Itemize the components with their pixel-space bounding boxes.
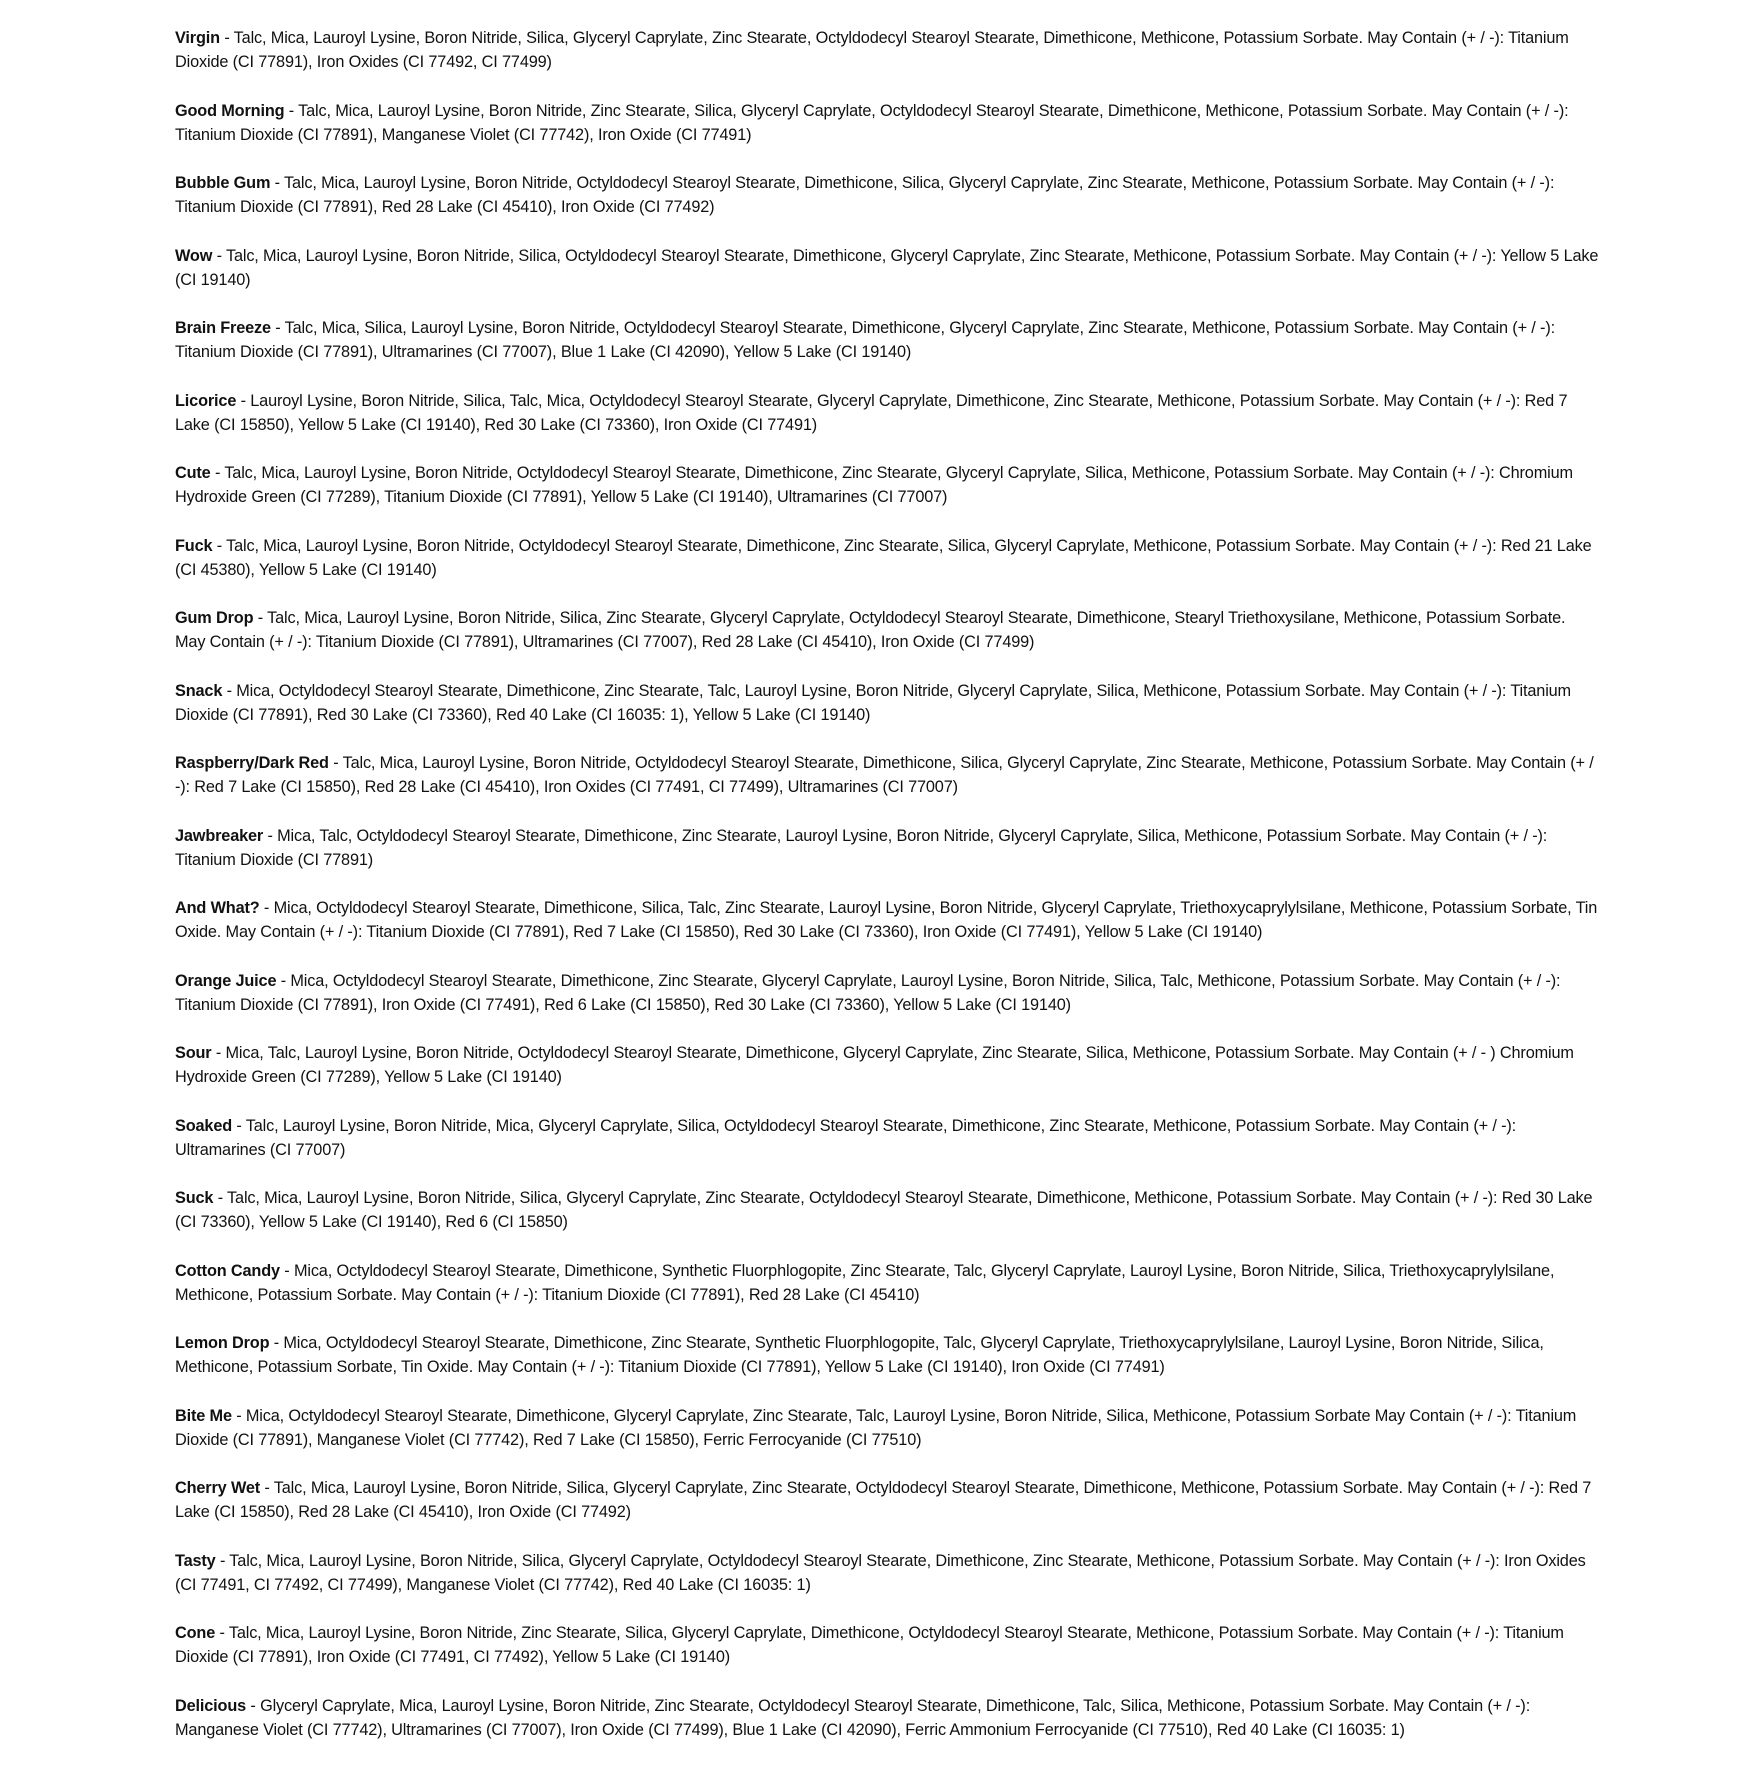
ingredient-list: - Mica, Talc, Octyldodecyl Stearoyl Stearate, Dimethicone, Zinc Stearate, Lauroyl Lysine, Boron Nitride, Glyceryl Caprylate, Silica, Methicone, Potassium Sorbate. May Contain (+ / -): Titanium Dioxide (CI 77891) bbox=[175, 826, 1548, 869]
shade-name: And What? bbox=[175, 899, 260, 917]
ingredient-list: - Talc, Mica, Lauroyl Lysine, Boron Nitride, Silica, Glyceryl Caprylate, Zinc Stearate, Octyldodecyl Stearoyl Stearate, Dimethicone, Methicone, Potassium Sorbate. May Contain (+ / -): Red 30 Lake (CI 73360), Yellow 5 Lake (CI 19140), Red 6 (CI 15850) bbox=[175, 1189, 1593, 1231]
shade-name: Lemon Drop bbox=[175, 1334, 270, 1352]
shade-name: Delicious bbox=[175, 1696, 247, 1715]
entry-brain-freeze bbox=[175, 316, 1600, 389]
ingredient-list: - Talc, Mica, Lauroyl Lysine, Boron Nitride, Octyldodecyl Stearoyl Stearate, Dimethicone, Silica, Glyceryl Caprylate, Zinc Stearate, Methicone, Potassium Sorbate. May Contain (+ / -): Red 7 Lake (CI 15850), Red 28 Lake (CI 45410), Iron Oxides (CI 77491, CI 77499), Ultramarines (CI 77007) bbox=[175, 754, 1594, 796]
ingredient-list: - Glyceryl Caprylate, Mica, Lauroyl Lysine, Boron Nitride, Zinc Stearate, Octyldodecyl Stearoyl Stearate, Dimethicone, Talc, Silica, Methicone, Potassium Sorbate. May Contain (+ / -): Manganese Violet (CI 77742), Ultramarines (CI 77007), Iron Oxide (CI 77499), Blue 1 Lake (CI 42090), Ferric Ammonium Ferrocyanide (CI 77510), Red 40 Lake (CI 16035: 1) bbox=[175, 1696, 1531, 1739]
ingredient-list: - Mica, Octyldodecyl Stearoyl Stearate, Dimethicone, Zinc Stearate, Glyceryl Caprylate, Lauroyl Lysine, Boron Nitride, Silica, Talc, Methicone, Potassium Sorbate. May Contain (+ / -): Titanium Dioxide (CI 77891), Iron Oxide (CI 77491), Red 6 Lake (CI 15850), Red 30 Lake (CI 73360), Yellow 5 Lake (CI 19140) bbox=[175, 971, 1561, 1014]
entry-paragraph bbox=[175, 461, 1600, 509]
entry-bite-me bbox=[175, 1404, 1600, 1477]
shade-name: Cone bbox=[175, 1624, 216, 1642]
ingredient-list: - Lauroyl Lysine, Boron Nitride, Silica, Talc, Mica, Octyldodecyl Stearoyl Stearate, Glyceryl Caprylate, Dimethicone, Zinc Stearate, Methicone, Potassium Sorbate. May Contain (+ / -): Red 7 Lake (CI 15850), Yellow 5 Lake (CI 19140), Red 30 Lake (CI 73360), Iron Oxide (CI 77491) bbox=[175, 391, 1568, 434]
shade-name: Sour bbox=[175, 1044, 212, 1062]
ingredient-list: - Talc, Mica, Lauroyl Lysine, Boron Nitride, Octyldodecyl Stearoyl Stearate, Dimethicone, Zinc Stearate, Silica, Glyceryl Caprylate, Methicone, Potassium Sorbate. May Contain (+ / -): Red 21 Lake (CI 45380), Yellow 5 Lake (CI 19140) bbox=[175, 536, 1592, 579]
entry-paragraph bbox=[175, 1186, 1600, 1234]
ingredient-list: - Talc, Mica, Lauroyl Lysine, Boron Nitride, Octyldodecyl Stearoyl Stearate, Dimethicone, Zinc Stearate, Glyceryl Caprylate, Silica, Methicone, Potassium Sorbate. May Contain (+ / -): Chromium Hydroxide Green (CI 77289), Titanium Dioxide (CI 77891), Yellow 5 Lake (CI 19140), Ultramarines (CI 77007) bbox=[175, 464, 1573, 506]
entry-paragraph bbox=[175, 26, 1600, 74]
entry-paragraph bbox=[175, 99, 1600, 147]
entry-paragraph bbox=[175, 751, 1600, 799]
shade-name: Suck bbox=[175, 1189, 214, 1207]
ingredient-list: - Mica, Octyldodecyl Stearoyl Stearate, Dimethicone, Synthetic Fluorphlogopite, Zinc Stearate, Talc, Glyceryl Caprylate, Lauroyl Lysine, Boron Nitride, Silica, Triethoxycaprylylsilane, Methicone, Potassium Sorbate. May Contain (+ / -): Titanium Dioxide (CI 77891), Red 28 Lake (CI 45410) bbox=[175, 1261, 1555, 1304]
entry-paragraph bbox=[175, 244, 1600, 292]
entry-paragraph bbox=[175, 316, 1600, 364]
entry-virgin bbox=[175, 26, 1600, 99]
entry-raspberry-dark-red bbox=[175, 751, 1600, 824]
entry-fuck bbox=[175, 534, 1600, 607]
shade-name: Cotton Candy bbox=[175, 1261, 280, 1280]
entry-paragraph bbox=[175, 389, 1600, 437]
entry-paragraph bbox=[175, 679, 1600, 727]
shade-name: Bubble Gum bbox=[175, 174, 271, 192]
ingredient-list: - Talc, Mica, Lauroyl Lysine, Boron Nitride, Silica, Glyceryl Caprylate, Zinc Stearate, Octyldodecyl Stearoyl Stearate, Dimethicone, Methicone, Potassium Sorbate. May Contain (+ / -): Red 7 Lake (CI 15850), Red 28 Lake (CI 45410), Iron Oxide (CI 77492) bbox=[175, 1479, 1592, 1521]
ingredient-list: - Talc, Lauroyl Lysine, Boron Nitride, Mica, Glyceryl Caprylate, Silica, Octyldodecyl Stearoyl Stearate, Dimethicone, Zinc Stearate, Methicone, Potassium Sorbate. May Contain (+ / -): Ultramarines (CI 77007) bbox=[175, 1116, 1517, 1159]
ingredient-list: - Talc, Mica, Lauroyl Lysine, Boron Nitride, Silica, Zinc Stearate, Glyceryl Caprylate, Octyldodecyl Stearoyl Stearate, Dimethicone, Stearyl Triethoxysilane, Methicone, Potassium Sorbate. May Contain (+ / -): Titanium Dioxide (CI 77891), Ultramarines (CI 77007), Red 28 Lake (CI 45410), Iron Oxide (CI 77499) bbox=[175, 609, 1566, 651]
entry-delicious bbox=[175, 1694, 1600, 1790]
ingredient-list: - Talc, Mica, Lauroyl Lysine, Boron Nitride, Silica, Glyceryl Caprylate, Zinc Stearate, Octyldodecyl Stearoyl Stearate, Dimethicone, Methicone, Potassium Sorbate. May Contain (+ / -): Titanium Dioxide (CI 77891), Iron Oxides (CI 77492, CI 77499) bbox=[175, 29, 1569, 71]
entry-gum-drop bbox=[175, 606, 1600, 679]
entry-cute bbox=[175, 461, 1600, 534]
ingredient-list: - Mica, Octyldodecyl Stearoyl Stearate, Dimethicone, Glyceryl Caprylate, Zinc Stearate, Talc, Lauroyl Lysine, Boron Nitride, Silica, Methicone, Potassium Sorbate May Contain (+ / -): Titanium Dioxide (CI 77891), Manganese Violet (CI 77742), Red 7 Lake (CI 15850), Ferric Ferrocyanide (CI 77510) bbox=[175, 1406, 1577, 1449]
shade-name: Snack bbox=[175, 681, 223, 700]
ingredient-list: - Talc, Mica, Lauroyl Lysine, Boron Nitride, Silica, Octyldodecyl Stearoyl Stearate, Dimethicone, Glyceryl Caprylate, Zinc Stearate, Methicone, Potassium Sorbate. May Contain (+ / -): Yellow 5 Lake (CI 19140) bbox=[175, 246, 1599, 289]
ingredient-list: - Talc, Mica, Silica, Lauroyl Lysine, Boron Nitride, Octyldodecyl Stearoyl Stearate, Dimethicone, Glyceryl Caprylate, Zinc Stearate, Methicone, Potassium Sorbate. May Contain (+ / -): Titanium Dioxide (CI 77891), Ultramarines (CI 77007), Blue 1 Lake (CI 42090), Yellow 5 Lake (CI 19140) bbox=[175, 319, 1555, 361]
entry-paragraph bbox=[175, 1259, 1600, 1307]
entry-paragraph bbox=[175, 606, 1600, 654]
shade-name: Bite Me bbox=[175, 1406, 232, 1425]
entry-paragraph bbox=[175, 1694, 1600, 1742]
entry-paragraph bbox=[175, 824, 1600, 872]
entry-wow bbox=[175, 244, 1600, 317]
entry-paragraph bbox=[175, 1331, 1600, 1379]
shade-name: Soaked bbox=[175, 1116, 233, 1135]
entry-paragraph bbox=[175, 1114, 1600, 1162]
ingredient-list: - Mica, Octyldodecyl Stearoyl Stearate, Dimethicone, Zinc Stearate, Synthetic Fluorphlogopite, Talc, Glyceryl Caprylate, Triethoxycaprylylsilane, Lauroyl Lysine, Boron Nitride, Silica, Methicone, Potassium Sorbate, Tin Oxide. May Contain (+ / -): Titanium Dioxide (CI 77891), Yellow 5 Lake (CI 19140), Iron Oxide (CI 77491) bbox=[175, 1334, 1544, 1376]
shade-name: Fuck bbox=[175, 536, 213, 555]
entry-cotton-candy bbox=[175, 1259, 1600, 1332]
shade-name: Virgin bbox=[175, 29, 220, 47]
entry-good-morning bbox=[175, 99, 1600, 172]
entry-snack bbox=[175, 679, 1600, 752]
entry-cone bbox=[175, 1621, 1600, 1694]
shade-name: Orange Juice bbox=[175, 971, 277, 990]
entry-cherry-wet bbox=[175, 1476, 1600, 1549]
entry-suck bbox=[175, 1186, 1600, 1259]
shade-name: Tasty bbox=[175, 1551, 216, 1570]
entry-paragraph bbox=[175, 896, 1600, 944]
shade-name: Gum Drop bbox=[175, 609, 254, 627]
entry-paragraph bbox=[175, 1041, 1600, 1089]
entry-tasty bbox=[175, 1549, 1600, 1622]
ingredient-list: - Mica, Octyldodecyl Stearoyl Stearate, Dimethicone, Silica, Talc, Zinc Stearate, Lauroyl Lysine, Boron Nitride, Glyceryl Caprylate, Triethoxycaprylylsilane, Methicone, Potassium Sorbate, Tin Oxide. May Contain (+ / -): Titanium Dioxide (CI 77891), Red 7 Lake (CI 15850), Red 30 Lake (CI 73360), Iron Oxide (CI 77491), Yellow 5 Lake (CI 19140) bbox=[175, 899, 1598, 941]
entry-lemon-drop bbox=[175, 1331, 1600, 1404]
shade-name: Brain Freeze bbox=[175, 319, 271, 337]
entry-orange-juice bbox=[175, 969, 1600, 1042]
entry-soaked bbox=[175, 1114, 1600, 1187]
entry-and-what bbox=[175, 896, 1600, 969]
ingredient-list: - Mica, Talc, Lauroyl Lysine, Boron Nitride, Octyldodecyl Stearoyl Stearate, Dimethicone, Glyceryl Caprylate, Zinc Stearate, Silica, Methicone, Potassium Sorbate. May Contain (+ / - ) Chromium Hydroxide Green (CI 77289), Yellow 5 Lake (CI 19140) bbox=[175, 1044, 1574, 1086]
shade-name: Licorice bbox=[175, 391, 237, 410]
ingredient-list: - Talc, Mica, Lauroyl Lysine, Boron Nitride, Zinc Stearate, Silica, Glyceryl Caprylate, Octyldodecyl Stearoyl Stearate, Dimethicone, Methicone, Potassium Sorbate. May Contain (+ / -): Titanium Dioxide (CI 77891), Manganese Violet (CI 77742), Iron Oxide (CI 77491) bbox=[175, 101, 1569, 144]
ingredient-list: - Mica, Octyldodecyl Stearoyl Stearate, Dimethicone, Zinc Stearate, Talc, Lauroyl Lysine, Boron Nitride, Glyceryl Caprylate, Silica, Methicone, Potassium Sorbate. May Contain (+ / -): Titanium Dioxide (CI 77891), Red 30 Lake (CI 73360), Red 40 Lake (CI 16035: 1), Yellow 5 Lake (CI 19140) bbox=[175, 681, 1571, 724]
shade-name: Jawbreaker bbox=[175, 826, 264, 845]
shade-name: Wow bbox=[175, 246, 213, 265]
shade-name: Cute bbox=[175, 464, 211, 482]
ingredients-document bbox=[175, 26, 1600, 1790]
entry-paragraph bbox=[175, 969, 1600, 1017]
ingredient-list: - Talc, Mica, Lauroyl Lysine, Boron Nitride, Zinc Stearate, Silica, Glyceryl Caprylate, Dimethicone, Octyldodecyl Stearoyl Stearate, Methicone, Potassium Sorbate. May Contain (+ / -): Titanium Dioxide (CI 77891), Iron Oxide (CI 77491, CI 77492), Yellow 5 Lake (CI 19140) bbox=[175, 1624, 1564, 1666]
entry-paragraph bbox=[175, 534, 1600, 582]
ingredient-list: - Talc, Mica, Lauroyl Lysine, Boron Nitride, Octyldodecyl Stearoyl Stearate, Dimethicone, Silica, Glyceryl Caprylate, Zinc Stearate, Methicone, Potassium Sorbate. May Contain (+ / -): Titanium Dioxide (CI 77891), Red 28 Lake (CI 45410), Iron Oxide (CI 77492) bbox=[175, 174, 1555, 216]
entry-paragraph bbox=[175, 1549, 1600, 1597]
entry-sour bbox=[175, 1041, 1600, 1114]
entry-licorice bbox=[175, 389, 1600, 462]
shade-name: Good Morning bbox=[175, 101, 285, 120]
entry-paragraph bbox=[175, 1621, 1600, 1669]
entry-jawbreaker bbox=[175, 824, 1600, 897]
ingredient-list: - Talc, Mica, Lauroyl Lysine, Boron Nitride, Silica, Glyceryl Caprylate, Octyldodecyl Stearoyl Stearate, Dimethicone, Zinc Stearate, Methicone, Potassium Sorbate. May Contain (+ / -): Iron Oxides (CI 77491, CI 77492, CI 77499), Manganese Violet (CI 77742), Red 40 Lake (CI 16035: 1) bbox=[175, 1551, 1586, 1594]
entry-bubble-gum bbox=[175, 171, 1600, 244]
shade-name: Raspberry/Dark Red bbox=[175, 754, 329, 772]
entry-paragraph bbox=[175, 1476, 1600, 1524]
entry-paragraph bbox=[175, 171, 1600, 219]
entry-paragraph bbox=[175, 1404, 1600, 1452]
shade-name: Cherry Wet bbox=[175, 1479, 261, 1497]
